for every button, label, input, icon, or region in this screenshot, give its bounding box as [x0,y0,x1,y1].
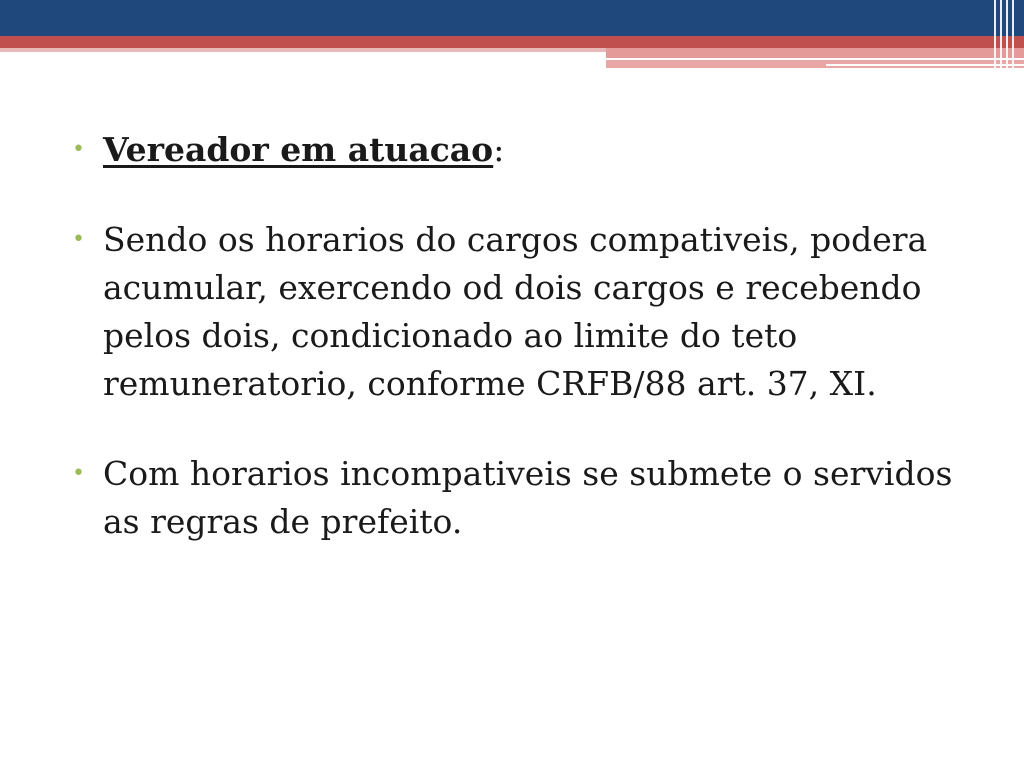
bullet-item-2 [72,216,972,408]
header-vertical-lines [990,0,1024,68]
header-red-band [0,36,1024,48]
header-pink-strip [606,48,1024,58]
slide-content [72,126,972,546]
bullet-item-3 [72,450,972,546]
bullet-text: Com horarios incompativeis se submete o servidos as regras de prefeito. [103,454,953,541]
header-light-red-band [0,48,606,52]
bullet-dot-icon: • [72,137,85,162]
bullet-dot-icon: • [72,227,85,252]
bullet-item-1 [72,126,972,174]
bullet-heading: Vereador em atuacao [103,130,494,169]
bullet-heading-suffix: : [493,130,505,169]
bullet-text: Sendo os horarios do cargos compativeis, podera acumular, exercendo od dois cargos e recebendo pelos dois, condicionado ao limite do teto remuneratorio, conforme CRFB/88 art. 37, XI. [103,220,928,403]
bullet-dot-icon: • [72,461,85,486]
header-blue-band [0,0,1024,36]
